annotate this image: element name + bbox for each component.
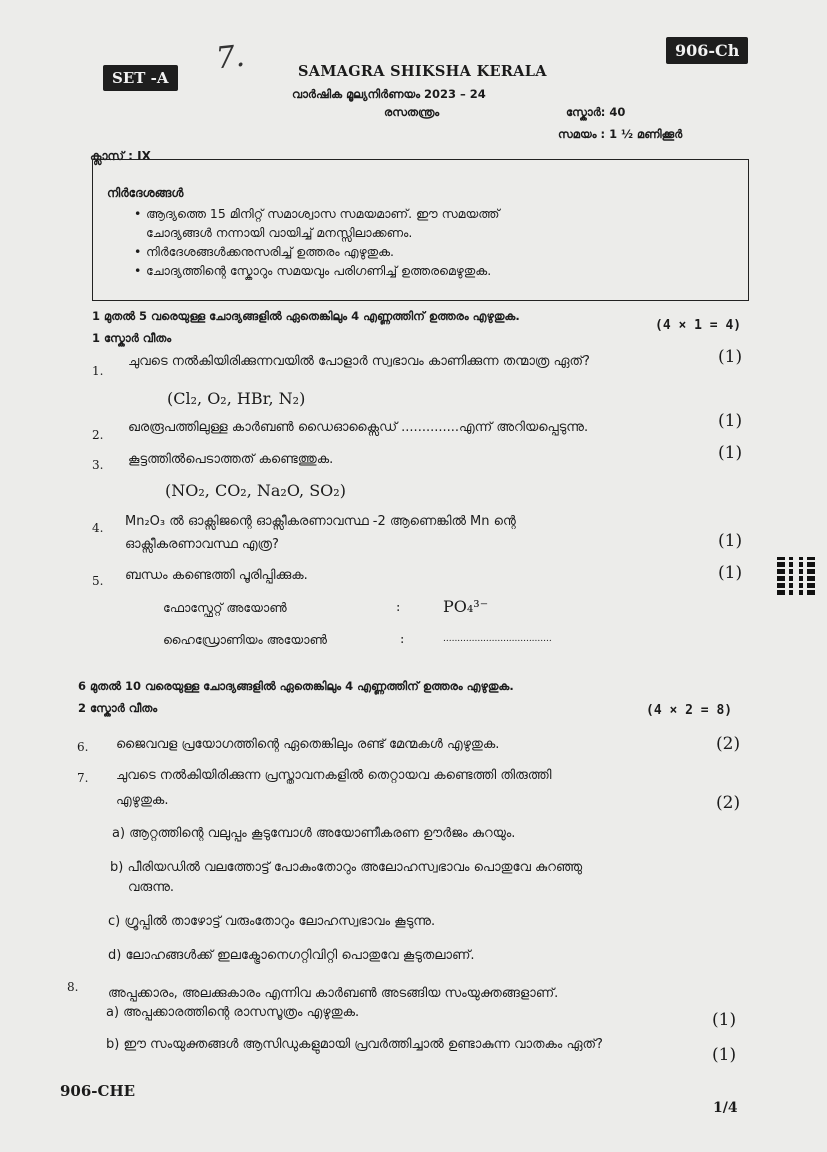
q7-statement-a: a) ആറ്റത്തിന്റെ വലുപ്പം കൂടുമ്പോൾ അയോണീകരണ ഊർജം കുറയും.: [112, 826, 516, 841]
q8-number: 8.: [67, 980, 79, 994]
q4-text-cont: ഓക്സീകരണാവസ്ഥ എത്ര?: [125, 537, 279, 552]
q7-statement-c: c) ഗ്രൂപ്പിൽ താഴോട്ട് വരുംതോറും ലോഹസ്വഭാവം കൂടുന്നു.: [108, 914, 436, 929]
page-number: 1/4: [713, 1100, 738, 1116]
q8-text: അപ്പക്കാരം, അലക്കുകാരം എന്നിവ കാർബൺ അടങ്ങിയ സംയുക്തങ്ങളാണ്.: [108, 986, 559, 1001]
q5-row1-value: PO₄³⁻: [443, 597, 489, 616]
section1-marks-formula: (4 × 1 = 4): [655, 318, 742, 333]
instruction-item: • നിർദേശങ്ങൾക്കനുസരിച്ച് ഉത്തരം എഴുതുക.: [146, 242, 499, 261]
q4-text: Mn₂O₃ ൽ ഓക്സിജന്റെ ഓക്സീകരണാവസ്ഥ -2 ആണെങ്കിൽ Mn ന്റെ: [125, 514, 516, 529]
q5-row1-separator: :: [396, 600, 401, 615]
handwritten-mark: 7.: [214, 38, 247, 77]
q8-part-b-marks: (1): [712, 1045, 737, 1065]
q1-number: 1.: [92, 364, 104, 378]
q5-number: 5.: [92, 574, 104, 588]
section2-score-line: 2 സ്കോർ വീതം: [78, 701, 158, 715]
q8-part-a-marks: (1): [712, 1010, 737, 1030]
q3-number: 3.: [92, 458, 104, 472]
q5-row2-separator: :: [400, 632, 405, 647]
q7-text: ചുവടെ നൽകിയിരിക്കുന്ന പ്രസ്താവനകളിൽ തെറ്റായവ കണ്ടെത്തി തിരുത്തി: [116, 768, 552, 783]
q2-number: 2.: [92, 428, 104, 442]
paper-code-top: 906-Ch: [666, 37, 748, 64]
q7-statement-d: d) ലോഹങ്ങൾക്ക് ഇലക്ട്രോനെഗറ്റിവിറ്റി പൊതുവേ കൂടുതലാണ്.: [108, 948, 475, 963]
set-label: SET -A: [103, 65, 178, 91]
q6-text: ജൈവവള പ്രയോഗത്തിന്റെ ഏതെങ്കിലും രണ്ട് മേന്മകൾ എഴുതുക.: [116, 737, 500, 752]
q6-marks: (2): [716, 734, 741, 754]
instructions-heading: നിർദേശങ്ങൾ: [107, 186, 184, 200]
q3-text: കൂട്ടത്തിൽപെടാത്തത് കണ്ടെത്തുക.: [128, 452, 334, 467]
footer-paper-code: 906-CHE: [60, 1082, 136, 1100]
q2-text: ഖരരൂപത്തിലുള്ള കാർബൺ ഡൈഓക്സൈഡ് ..............എന്ന് അറിയപ്പെടുന്നു.: [128, 420, 589, 435]
instruction-item: • ചോദ്യത്തിന്റെ സ്കോറും സമയവും പരിഗണിച്ച് ഉത്തരമെഴുതുക.: [146, 261, 499, 280]
class-label: ക്ലാസ് : IX: [90, 149, 151, 163]
q7-statement-b-cont: വരുന്നു.: [128, 880, 175, 895]
section2-marks-formula: (4 × 2 = 8): [646, 703, 733, 718]
subject: രസതന്ത്രം: [384, 105, 440, 119]
q3-marks: (1): [718, 443, 743, 463]
instruction-item-text: ചോദ്യങ്ങൾ നന്നായി വായിച്ച് മനസ്സിലാക്കണം.: [146, 225, 413, 240]
q5-marks: (1): [718, 563, 743, 583]
section1-score-line: 1 സ്കോർ വീതം: [92, 331, 172, 345]
q1-marks: (1): [718, 347, 743, 367]
q4-number: 4.: [92, 521, 104, 535]
q5-row1-label: ഫോസ്ഫേറ്റ് അയോൺ: [163, 600, 287, 615]
q7-number: 7.: [77, 771, 89, 785]
q5-row2-label: ഹൈഡ്രോണിയം അയോൺ: [163, 632, 327, 647]
q8-part-a: a) അപ്പക്കാരത്തിന്റെ രാസസൂത്രം എഴുതുക.: [106, 1005, 360, 1020]
instructions-list: [146, 204, 499, 280]
q7-text-cont: എഴുതുക.: [116, 793, 169, 808]
q5-row2-blank: ......................................: [443, 634, 552, 644]
q8-part-b: b) ഈ സംയുക്തങ്ങൾ ആസിഡുകളുമായി പ്രവർത്തിച്ചാൽ ഉണ്ടാകുന്ന വാതകം ഏത്?: [106, 1037, 603, 1052]
q5-text: ബന്ധം കണ്ടെത്തി പൂരിപ്പിക്കുക.: [125, 568, 308, 583]
q7-marks: (2): [716, 793, 741, 813]
q6-number: 6.: [77, 740, 89, 754]
q2-marks: (1): [718, 411, 743, 431]
score-total: സ്കോർ: 40: [566, 105, 626, 119]
section2-instruction: 6 മുതൽ 10 വരെയുള്ള ചോദ്യങ്ങളിൽ ഏതെങ്കിലും 4 എണ്ണത്തിന് ഉത്തരം എഴുതുക.: [78, 679, 514, 693]
time-allowed: സമയം : 1 ½ മണിക്കൂർ: [558, 127, 683, 141]
q3-options: (NO₂, CO₂, Na₂O, SO₂): [165, 481, 346, 500]
board-title: SAMAGRA SHIKSHA KERALA: [298, 63, 547, 80]
exam-title: വാർഷിക മൂല്യനിർണയം 2023 – 24: [292, 87, 486, 101]
instruction-item-cont: [146, 223, 499, 242]
q4-marks: (1): [718, 531, 743, 551]
q7-statement-b: b) പീരിയഡിൽ വലത്തോട്ട് പോകുംതോറും അലോഹസ്വഭാവം പൊതുവേ കുറഞ്ഞു: [110, 860, 583, 875]
section1-instruction: 1 മുതൽ 5 വരെയുള്ള ചോദ്യങ്ങളിൽ ഏതെങ്കിലും 4 എണ്ണത്തിന് ഉത്തരം എഴുതുക.: [92, 309, 520, 323]
instruction-item: • ആദ്യത്തെ 15 മിനിറ്റ് സമാശ്വാസ സമയമാണ്. ഈ സമയത്ത്: [146, 204, 499, 223]
q1-text: ചുവടെ നൽകിയിരിക്കുന്നവയിൽ പോളാർ സ്വഭാവം കാണിക്കുന്ന തന്മാത്ര ഏത്?: [128, 354, 590, 369]
qr-code-icon: [777, 557, 815, 595]
q1-options: (Cl₂, O₂, HBr, N₂): [167, 389, 306, 408]
